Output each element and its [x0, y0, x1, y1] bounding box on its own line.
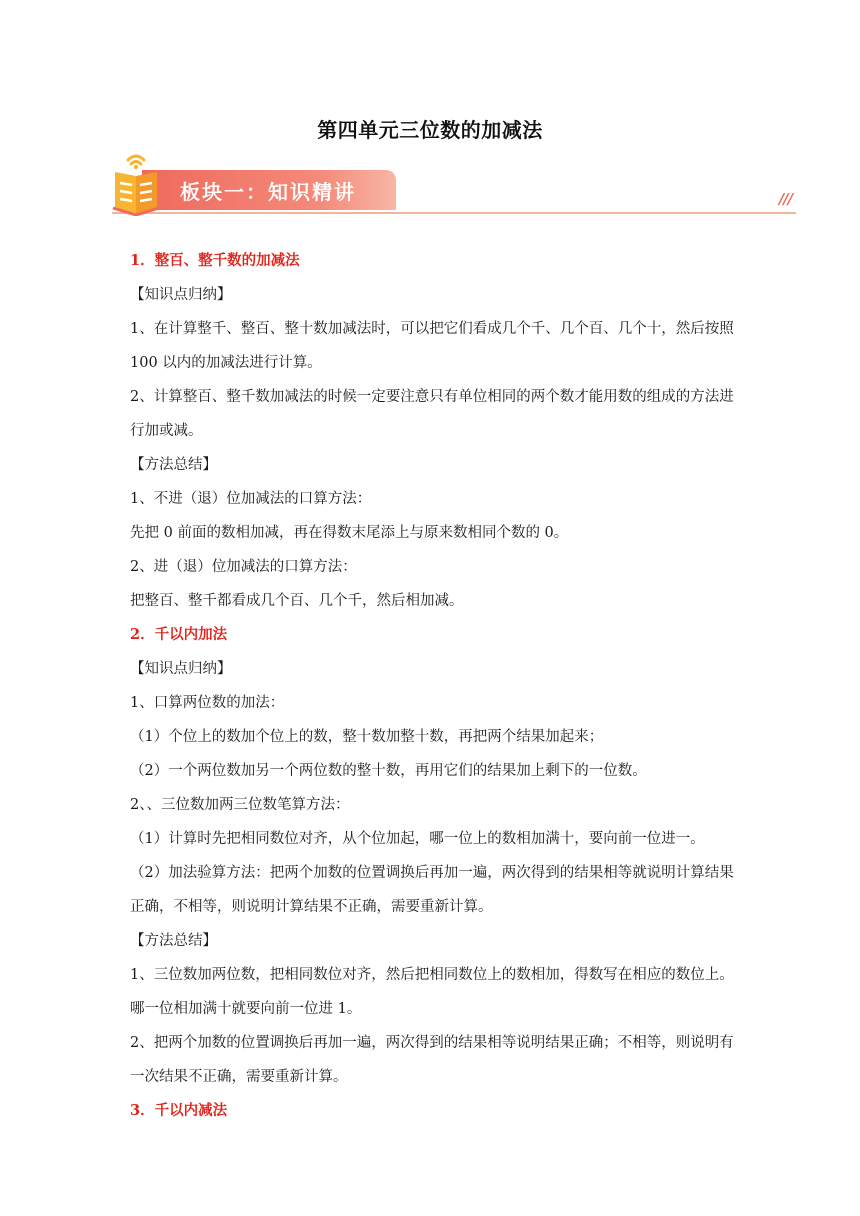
open-book-icon: [112, 146, 166, 216]
paragraph: 先把 0 前面的数相加减，再在得数末尾添上与原来数相同个数的 0。: [130, 525, 569, 541]
paragraph: 【知识点归纳】: [130, 661, 232, 677]
section-heading-2: 2．千以内加法: [130, 626, 228, 643]
banner-label: 板块一：知识精讲: [180, 180, 356, 204]
section-heading-1: 1．整百、整千数的加减法: [130, 252, 300, 269]
section-heading-3: 3．千以内减法: [130, 1102, 228, 1119]
paragraph: 1、在计算整千、整百、整十数加减法时，可以把它们看成几个千、几个百、几个十，然后按照 100 以内的加减法进行计算。: [130, 321, 734, 371]
paragraph: 2、、三位数加两三位数笔算方法：: [130, 797, 350, 813]
paragraph: （1）计算时先把相同数位对齐，从个位加起，哪一位上的数相加满十，要向前一位进一。: [130, 831, 705, 847]
paragraph: 2、计算整百、整千数加减法的时候一定要注意只有单位相同的两个数才能用数的组成的方法进行加或减。: [130, 389, 734, 439]
paragraph: 把整百、整千都看成几个百、几个千，然后相加减。: [130, 593, 464, 609]
paragraph: 2、把两个加数的位置调换后再加一遍，两次得到的结果相等说明结果正确；不相等，则说明有一次结果不正确，需要重新计算。: [130, 1035, 734, 1085]
banner-decoration: ///: [778, 190, 792, 208]
page-title: 第四单元三位数的加减法: [317, 118, 543, 142]
paragraph: （2）一个两位数加另一个两位数的整十数，再用它们的结果加上剩下的一位数。: [130, 763, 647, 779]
paragraph: 【方法总结】: [130, 933, 217, 949]
paragraph: 2、进（退）位加减法的口算方法：: [130, 559, 357, 575]
banner-divider: [112, 212, 796, 214]
document-body: [130, 244, 734, 1128]
section-banner: [112, 146, 796, 218]
paragraph: （2）加法验算方法：把两个加数的位置调换后再加一遍，两次得到的结果相等就说明计算结果正确，不相等，则说明计算结果不正确，需要重新计算。: [130, 865, 734, 915]
paragraph: 【方法总结】: [130, 457, 217, 473]
paragraph: 1、不进（退）位加减法的口算方法：: [130, 491, 372, 507]
paragraph: 【知识点归纳】: [130, 287, 232, 303]
paragraph: 1、口算两位数的加法：: [130, 695, 285, 711]
paragraph: 1、三位数加两位数，把相同数位对齐，然后把相同数位上的数相加，得数写在相应的数位上。哪一位相加满十就要向前一位进 1。: [130, 967, 734, 1017]
paragraph: （1）个位上的数加个位上的数，整十数加整十数，再把两个结果加起来；: [130, 729, 604, 745]
